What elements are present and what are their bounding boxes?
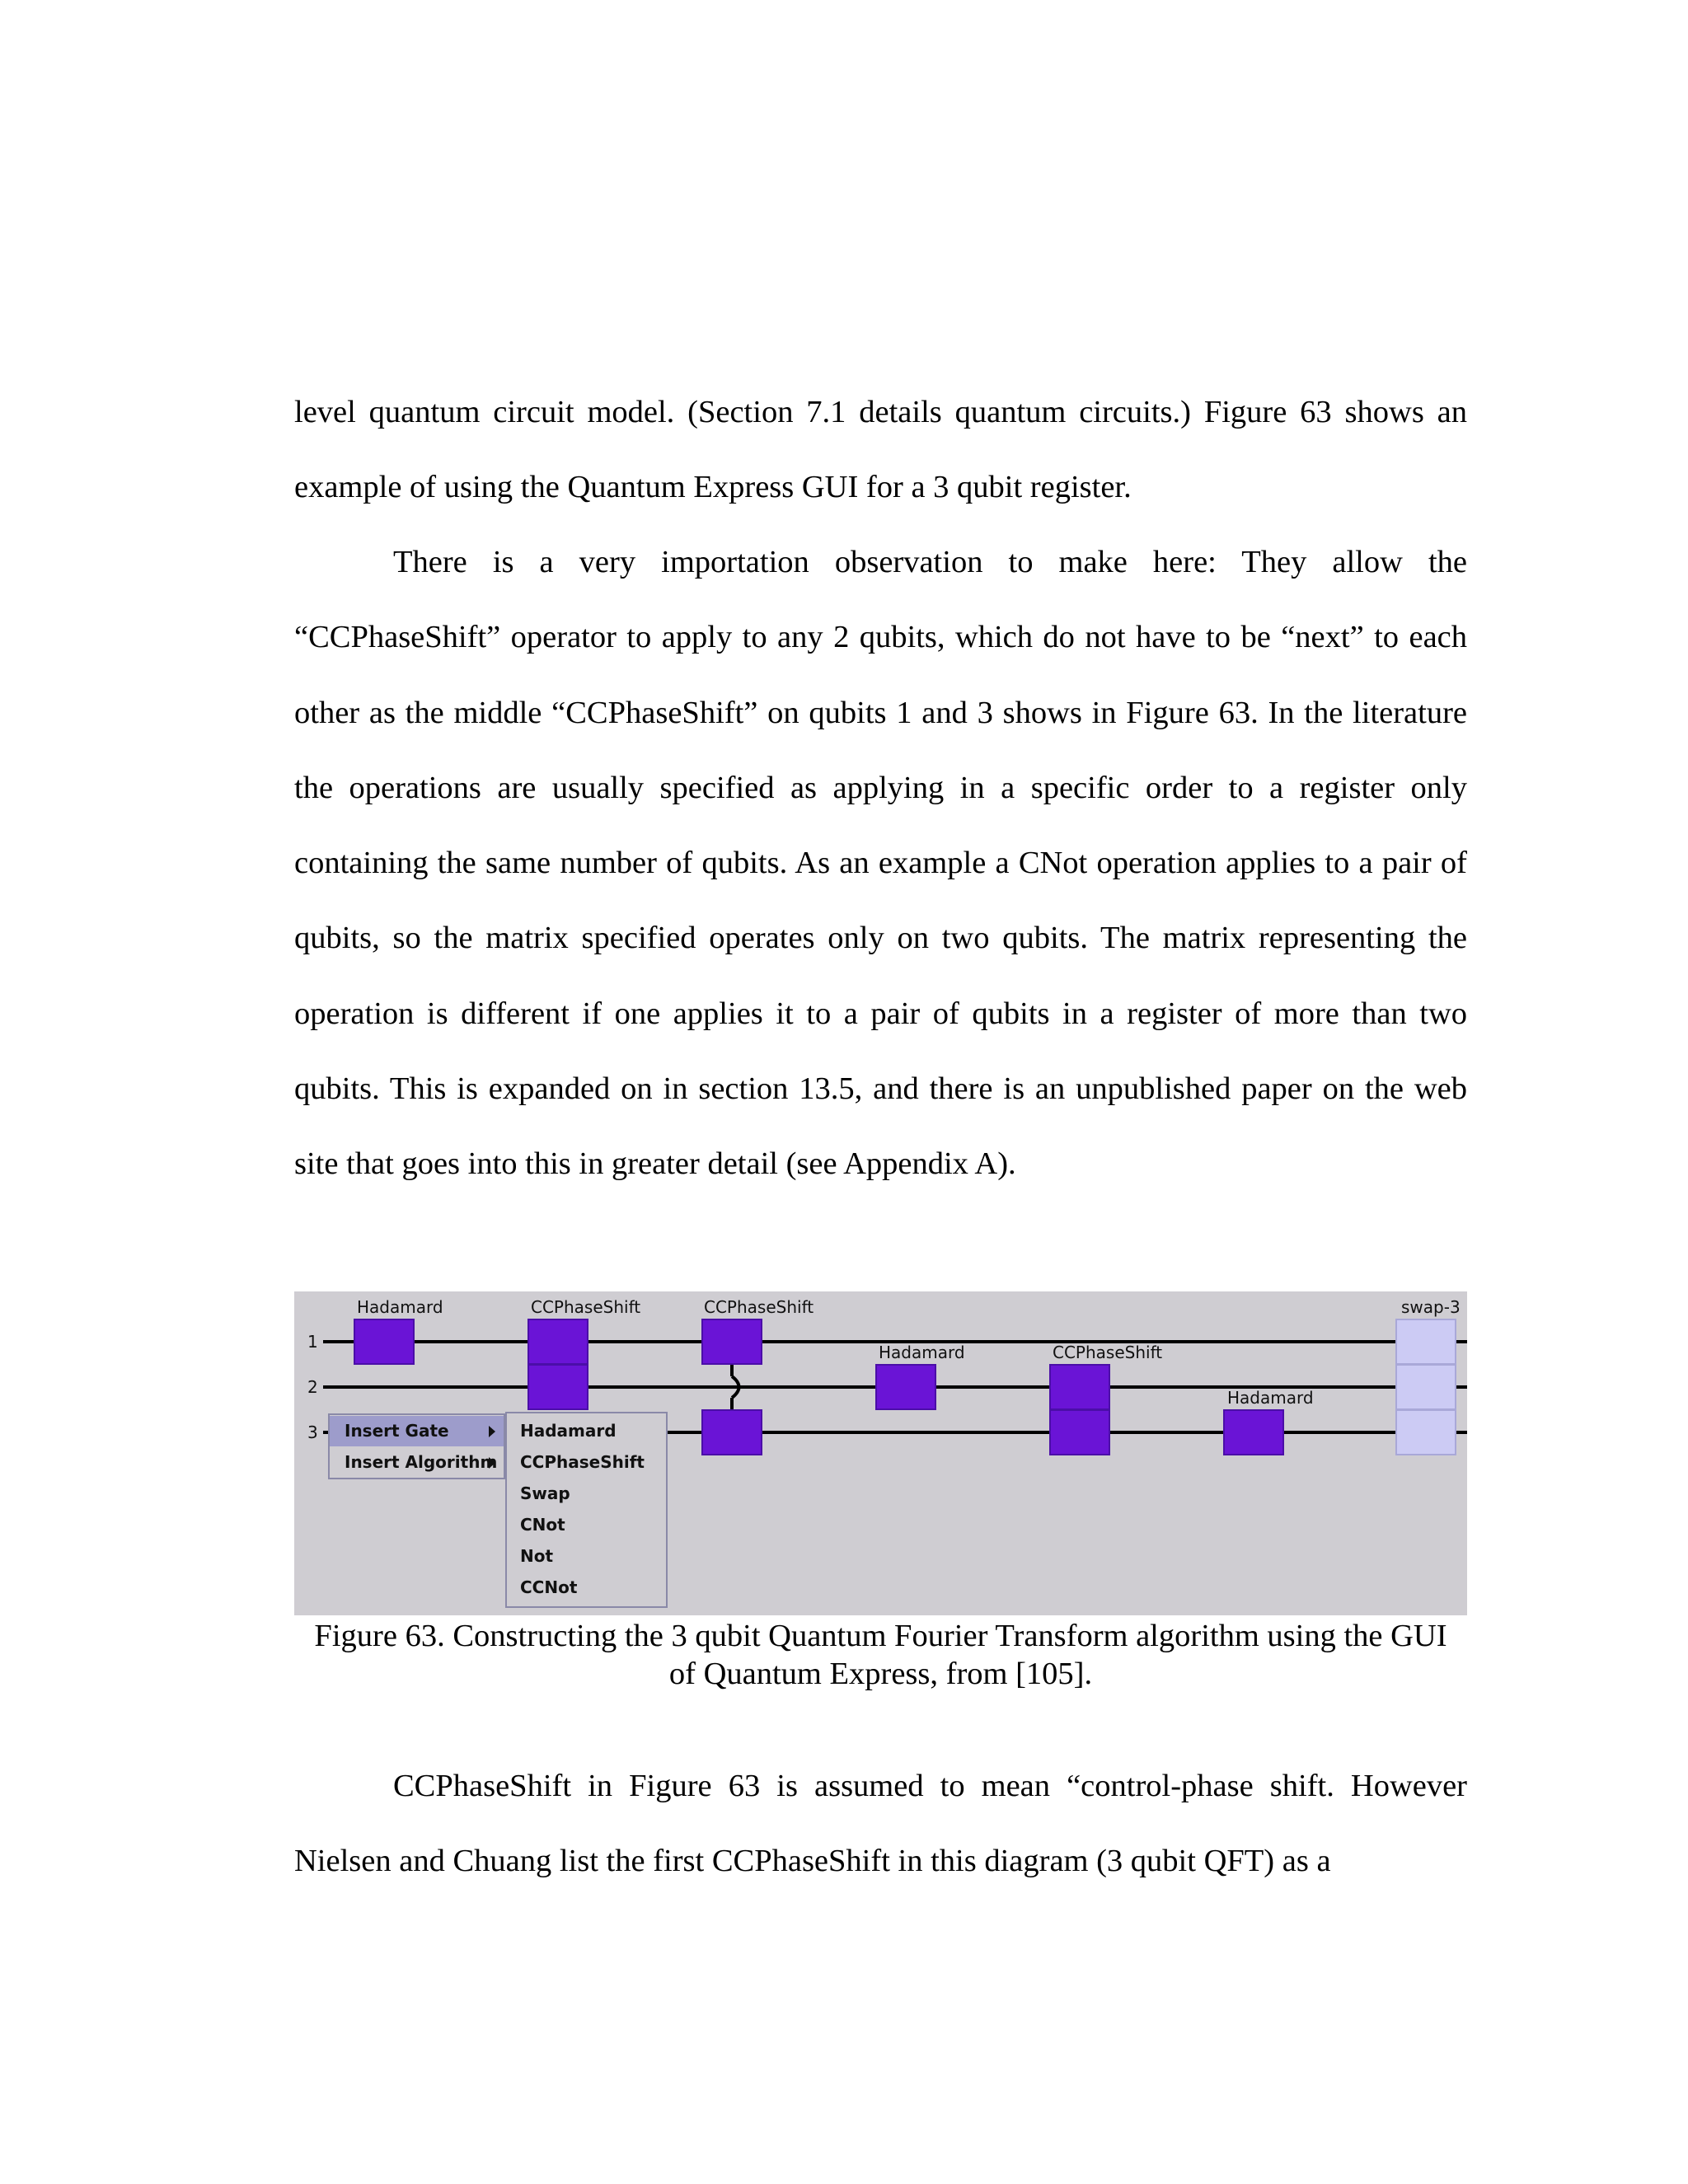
submenu-arrow-icon [489, 1426, 495, 1437]
menu-item-label: Insert Gate [345, 1421, 449, 1441]
gate-label-ccphaseshift-3: CCPhaseShift [1053, 1343, 1163, 1362]
gate-ccphaseshift-q1[interactable] [528, 1319, 588, 1364]
submenu-item-ccphaseshift[interactable]: CCPhaseShift [520, 1452, 645, 1472]
submenu-item-swap[interactable]: Swap [520, 1483, 570, 1503]
submenu-item-ccnot[interactable]: CCNot [520, 1577, 578, 1597]
gate-hadamard-q1[interactable] [354, 1319, 414, 1364]
qubit-label-3: 3 [307, 1422, 318, 1442]
paragraph-ccphaseshift: CCPhaseShift in Figure 63 is assumed to mean “control-phase shift. However Nielsen and Chuang list the first CCPhaseShift in this diagram (3 qubit QFT) as a [294, 1769, 1467, 1879]
menu-item-insert-algorithm[interactable] [330, 1447, 504, 1478]
gate-ccphaseshift-q2b[interactable] [1050, 1365, 1109, 1409]
gate-label-hadamard-2: Hadamard [879, 1343, 965, 1362]
caption-line-2: of Quantum Express, from [105]. [668, 1657, 1093, 1691]
gate-label-swap-3: swap-3 [1401, 1297, 1461, 1317]
gate-label-hadamard-3: Hadamard [1227, 1388, 1314, 1408]
submenu-item-cnot[interactable]: CNot [520, 1515, 565, 1535]
gate-ccphaseshift-mid-q1[interactable] [702, 1319, 762, 1364]
submenu-item-not[interactable]: Not [520, 1546, 554, 1566]
submenu-arrow-icon [489, 1457, 495, 1469]
gate-hadamard-q2[interactable] [876, 1365, 935, 1409]
gate-ccphaseshift-q2[interactable] [528, 1365, 588, 1409]
qubit-label-2: 2 [307, 1377, 318, 1397]
gate-ccphaseshift-q3b[interactable] [1050, 1410, 1109, 1455]
gate-hadamard-q3[interactable] [1224, 1410, 1283, 1455]
menu-item-insert-gate[interactable] [330, 1416, 504, 1446]
gate-swap-q1[interactable] [1396, 1319, 1456, 1364]
gate-submenu [505, 1412, 668, 1608]
caption-line-1: Figure 63. Constructing the 3 qubit Quantum Fourier Transform algorithm using the GUI [314, 1619, 1447, 1653]
qubit-label-1: 1 [307, 1332, 318, 1352]
gate-label-ccphaseshift-2: CCPhaseShift [704, 1297, 814, 1317]
paragraph-intro: level quantum circuit model. (Section 7.1 details quantum circuits.) Figure 63 shows an example of using the Quantum Express GUI for a 3 qubit register. [294, 395, 1467, 505]
figure-caption [294, 1617, 1467, 1693]
gate-swap-q2[interactable] [1396, 1365, 1456, 1409]
figure-63-circuit-gui [294, 1291, 1467, 1615]
gate-label-ccphaseshift-1: CCPhaseShift [531, 1297, 641, 1317]
context-menu [328, 1413, 505, 1479]
submenu-item-hadamard[interactable]: Hadamard [520, 1421, 617, 1441]
gate-swap-q3[interactable] [1396, 1410, 1456, 1455]
menu-item-label: Insert Algorithm [345, 1452, 498, 1472]
gate-ccphaseshift-mid-q3[interactable] [702, 1410, 762, 1455]
paragraph-observation: There is a very importation observation to make here: They allow the “CCPhaseShift” operator to apply to any 2 qubits, which do not have to be “next” to each other as the middle “CCPhaseShift” on qubits 1 and 3 shows in Figure 63. In the literature the operations are usually specified as applying in a specific order to a register only containing the same number of qubits. As an example a CNot operation applies to a pair of qubits, so the matrix specified operates only on two qubits. The matrix representing the operation is different if one applies it to a pair of qubits in a register of more than two qubits. This is expanded on in section 13.5, and there is an unpublished paper on the web site that goes into this in greater detail (see Appendix A). [294, 545, 1467, 1182]
gate-label-hadamard-1: Hadamard [357, 1297, 443, 1317]
